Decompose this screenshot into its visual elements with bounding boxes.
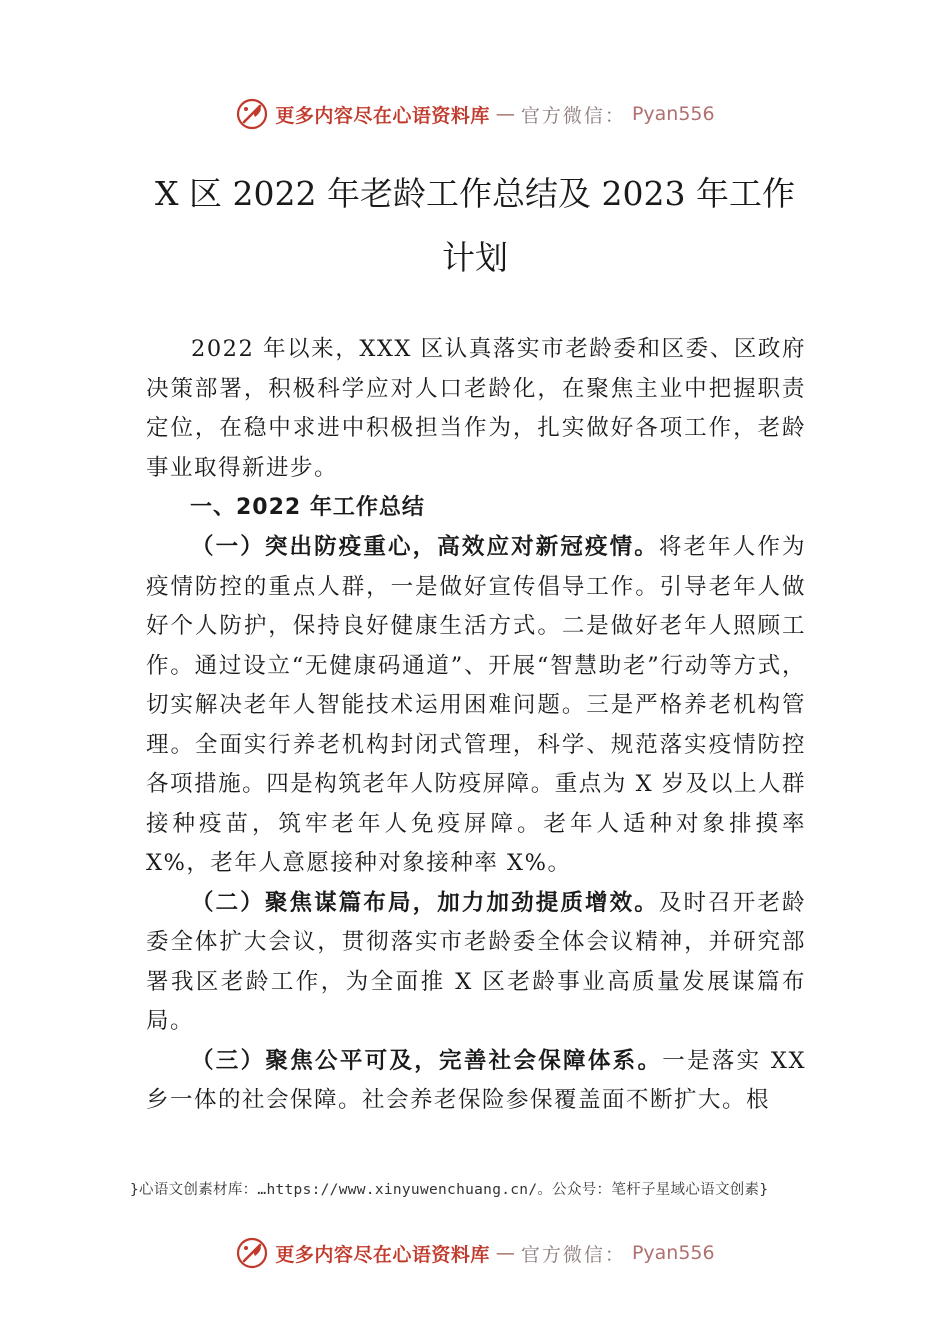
banner-dash: — xyxy=(495,103,515,125)
quill-logo-icon xyxy=(235,1236,269,1270)
section-heading: 一、2022 年工作总结 xyxy=(190,495,425,520)
quill-logo-icon xyxy=(235,97,269,131)
footer-banner xyxy=(0,1233,950,1273)
intro-paragraph: 2022 年以来，XXX 区认真落实市老龄委和区委、区政府决策部署，积极科学应对人口老龄化，在聚焦主业中把握职责定位，在稳中求进中积极担当作为，扎实做好各项工作，老龄事业取得新进步。 xyxy=(146,336,806,481)
banner-wechat-id: Pyan556 xyxy=(631,103,715,125)
banner-wechat-id: Pyan556 xyxy=(631,1242,715,1264)
banner-wechat-label: 官方微信： xyxy=(520,104,626,127)
paragraph-1 xyxy=(146,528,806,884)
paragraph-1-lead: （一）突出防疫重心，高效应对新冠疫情。 xyxy=(191,534,659,560)
document-title-line2: 计划 xyxy=(442,238,508,277)
paragraph-2-text: 及时召开老龄委全体扩大会议，贯彻落实市老龄委全体会议精神，并研究部署我区老龄工作，为全面推 X 区老龄事业高质量发展谋篇布局。 xyxy=(146,889,806,1034)
document-title-line1: X 区 2022 年老龄工作总结及 2023 年工作 xyxy=(155,174,795,213)
document-body xyxy=(146,330,806,1121)
paragraph-2 xyxy=(146,884,806,1042)
banner-dash: — xyxy=(495,1242,515,1264)
banner-wechat-label: 官方微信： xyxy=(520,1243,626,1266)
paragraph-3-lead: （三）聚焦公平可及，完善社会保障体系。 xyxy=(191,1047,663,1074)
footer-source-note: }心语文创素材库：…https://www.xinyuwenchuang.cn/。公众号：笔杆子星域心语文创素} xyxy=(130,1182,769,1198)
paragraph-2-lead: （二）聚焦谋篇布局，加力加劲提质增效。 xyxy=(191,889,659,916)
paragraph-3-text: 一是落实 XX 乡一体的社会保障。社会养老保险参保覆盖面不断扩大。根 xyxy=(146,1047,806,1113)
paragraph-3 xyxy=(146,1042,806,1121)
paragraph-1-text: 将老年人作为疫情防控的重点人群，一是做好宣传倡导工作。引导老年人做好个人防护，保持良好健康生活方式。二是做好老年人照顾工作。通过设立“无健康码通道”、开展“智慧助老”行动等方式，切实解决老年人智能技术运用困难问题。三是严格养老机构管理。全面实行养老机构封闭式管理，科学、规范落实疫情防控各项措施。四是构筑老年人防疫屏障。重点为 X 岁及以上人群接种疫苗，筑牢老年人免疫屏障。老年人适种对象排摸率 X%，老年人意愿接种对象接种率 X%。 xyxy=(146,534,806,876)
banner-site-name: 更多内容尽在心语资料库 xyxy=(275,1243,490,1266)
banner-site-name: 更多内容尽在心语资料库 xyxy=(275,104,490,127)
header-banner xyxy=(0,94,950,134)
